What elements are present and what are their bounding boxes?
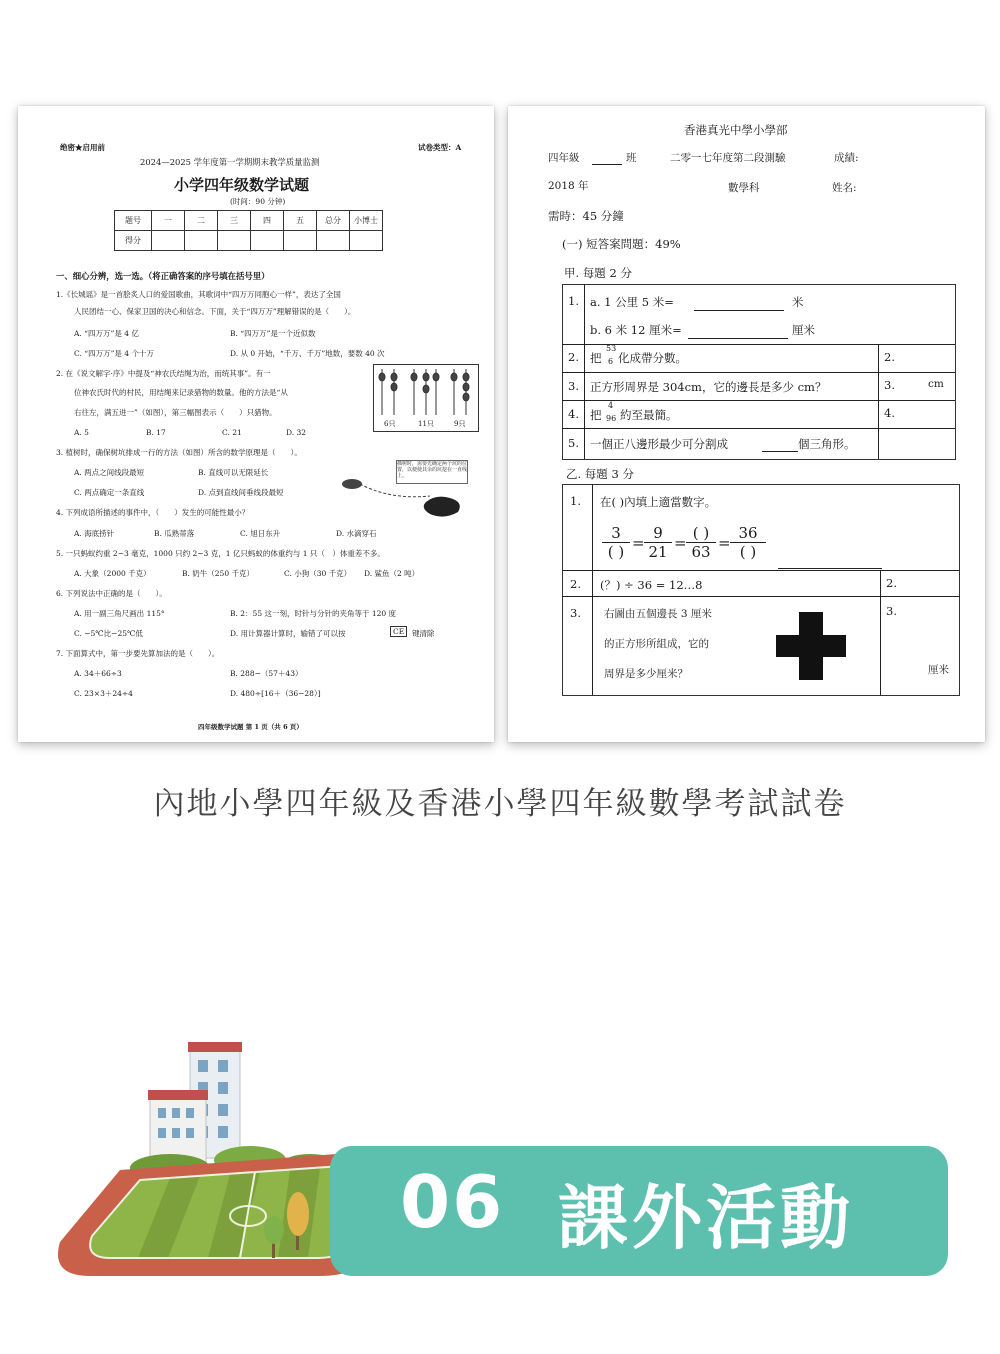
duration-label: 需時：45 分鐘 <box>548 209 624 223</box>
score-header-cell: 一 <box>152 211 185 231</box>
table-divider <box>562 372 955 373</box>
banner-title: 課外活動 <box>558 1177 854 1259</box>
page-footer: 四年级数学试题 第 1 页（共 6 页） <box>198 723 303 731</box>
question-number: 3. <box>570 606 581 620</box>
question-text: 的正方形所組成，它的 <box>604 638 709 650</box>
class-blank <box>592 164 622 165</box>
exam-subtitle: 2024—2025 学年度第一学期期末教学质量监测 <box>140 157 320 167</box>
option-text: D. 480÷[16＋（36−28）] <box>230 689 321 698</box>
question-text: 人民团结一心、保家卫国的决心和信念。下面，关于“四万万”理解错误的是（ ）。 <box>74 307 356 316</box>
table-divider <box>592 484 593 695</box>
banner-number: 06 <box>400 1160 505 1244</box>
score-row-label: 得分 <box>115 231 152 251</box>
fraction <box>730 524 766 561</box>
hongkong-exam-paper <box>508 106 985 742</box>
answer-blank <box>762 451 798 452</box>
fraction-numerator: 53 <box>606 344 617 353</box>
score-header-cell: 三 <box>218 211 251 231</box>
question-suffix: 個三角形。 <box>798 437 856 451</box>
question-text: 在( )內填上適當數字。 <box>600 495 717 509</box>
paper-type-label: 试卷类型：A <box>418 143 462 152</box>
option-text: A. 海底捞针 <box>74 529 115 538</box>
question-number: 1. <box>568 294 579 308</box>
fraction-denominator: ( ) <box>730 542 766 561</box>
section-heading: 甲. 每題 2 分 <box>564 266 632 280</box>
option-text: D. 鲨鱼（2 吨） <box>364 569 420 578</box>
option-text: A. 5 <box>74 428 89 437</box>
question-number: 2. <box>568 350 579 364</box>
answer-number: 3. <box>886 604 897 618</box>
fraction-numerator: 36 <box>738 524 758 542</box>
table-divider <box>562 596 959 597</box>
option-text: D. 水滴穿石 <box>336 529 377 538</box>
table-divider <box>880 570 881 695</box>
option-text: B. 直线可以无限延长 <box>198 468 269 477</box>
section-heading: 乙. 每題 3 分 <box>566 467 634 481</box>
score-cell <box>152 231 185 251</box>
table-divider <box>562 428 955 429</box>
answer-blank <box>694 310 784 311</box>
answer-number: 2. <box>884 350 895 364</box>
option-text: A. 用一副三角尺画出 115° <box>74 609 165 618</box>
grade-label: 四年級 <box>548 152 580 164</box>
question-text: b. 6 米 12 厘米= <box>590 323 682 337</box>
option-text: B. 瓜熟蒂落 <box>154 529 195 538</box>
confidential-label: 绝密★启用前 <box>60 143 105 152</box>
option-text: C. 小狗（30 千克） <box>284 569 352 578</box>
question-text: 2. 在《说文解字·序》中提及“神农氏结绳为治，而统其事”。有一 <box>56 369 271 378</box>
question-text: 3. 植树时，确保树坑排成一行的方法（如图）所含的数学原理是（ ）。 <box>56 448 302 457</box>
caption: 內地小學四年級及香港小學四年級數學考試試卷 <box>153 786 847 822</box>
question-text: 1.《长城谣》是一首脍炙人口的爱国歌曲，其歌词中“四万万同胞心一样”，表达了全国 <box>56 290 341 299</box>
score-header-cell: 题号 <box>115 211 152 231</box>
option-text: C. 两点确定一条直线 <box>74 488 145 497</box>
school-name: 香港真光中學小學部 <box>684 123 788 137</box>
unit-label: cm <box>928 378 944 390</box>
question-text: 5. 一只蚂蚁约重 2~3 毫克，1000 只约 2~3 克，1 亿只蚂蚁的体重约与 1 只（ ）体重差不多。 <box>56 549 385 558</box>
question-number: 3. <box>568 379 579 393</box>
option-text: B. 17 <box>146 428 166 437</box>
question-text: 4. 下列成语所描述的事件中，（ ）发生的可能性最小？ <box>56 508 250 517</box>
question-text: 一個正八邊形最少可分割成 <box>590 437 728 451</box>
question-text: a. 1 公里 5 米= <box>590 295 674 309</box>
option-text: A. “四万万”是 4 亿 <box>74 329 139 338</box>
fraction-denominator: ( ) <box>602 542 630 561</box>
score-header-cell: 二 <box>185 211 218 231</box>
table-divider <box>562 400 955 401</box>
question-number: 4. <box>568 407 579 421</box>
option-text: D. 32 <box>286 428 307 437</box>
exam-time: (时间：90 分钟) <box>230 197 286 206</box>
question-text: 7. 下面算式中，第一步要先算加法的是（ ）。 <box>56 649 220 658</box>
score-table <box>114 210 383 251</box>
answer-blank <box>778 568 882 569</box>
score-header-cell: 小博士 <box>350 211 383 231</box>
option-text: C. 旭日东升 <box>240 529 281 538</box>
question-text: 正方形周界是 304cm，它的邊長是多少 cm？ <box>590 380 827 394</box>
answer-number: 4. <box>884 406 895 420</box>
option-text: D. 从 0 开始，“千万、千万”地数，要数 40 次 <box>230 349 385 358</box>
option-text: B. 288−（57＋43） <box>230 669 303 678</box>
option-text: A. 大象（2000 千克） <box>74 569 151 578</box>
tree-planting-figure-icon <box>340 472 470 522</box>
option-text: A. 34＋66÷3 <box>74 669 122 678</box>
equals-sign: = <box>674 534 687 552</box>
option-text: C. 21 <box>222 428 242 437</box>
fraction-denominator: 21 <box>644 542 672 561</box>
question-text: 位神农氏时代的村民，用结绳来记录猎物的数量。他的方法是“从 <box>74 388 288 397</box>
fraction-numerator: 3 <box>611 524 621 542</box>
score-cell <box>185 231 218 251</box>
table-divider <box>562 344 955 345</box>
fraction <box>644 524 672 561</box>
option-text: C. 23×3＋24÷4 <box>74 689 133 698</box>
subject-label: 數學科 <box>728 182 760 194</box>
question-prefix: 把 <box>590 351 602 365</box>
score-header-cell: 四 <box>251 211 284 231</box>
unit-label: 厘米 <box>928 664 949 676</box>
fraction <box>686 524 716 561</box>
exam-title: 小学四年级数学试题 <box>174 176 310 194</box>
knot-label: 9只 <box>454 420 466 428</box>
score-header-cell: 总分 <box>317 211 350 231</box>
fraction-numerator: 4 <box>608 401 614 410</box>
knot-label: 6只 <box>384 420 396 428</box>
score-label: 成績: <box>834 152 859 164</box>
option-text: B. 奶牛（250 千克） <box>182 569 254 578</box>
score-cell <box>350 231 383 251</box>
fraction-denominator: 96 <box>606 414 617 423</box>
table-divider <box>878 344 879 459</box>
question-text: 右往左，满五进一”（如图），第三幅图表示（ ）只猎物。 <box>74 408 277 417</box>
fraction <box>602 524 630 561</box>
fraction-numerator: ( ) <box>692 524 710 542</box>
question-number: 1. <box>570 494 581 508</box>
question-prefix: 把 <box>590 408 602 422</box>
cross-shape-figure-icon <box>774 610 848 682</box>
fraction-denominator: 6 <box>608 357 614 366</box>
table-divider <box>562 570 959 571</box>
ce-key: CE <box>390 626 407 637</box>
option-text: C. “四万万”是 4 个十万 <box>74 349 154 358</box>
fraction-denominator: 63 <box>686 542 716 561</box>
part-heading: (一) 短答案問題：49% <box>562 237 681 251</box>
knot-figure <box>373 364 479 432</box>
question-number: 5. <box>568 436 579 450</box>
question-number: 2. <box>570 577 581 591</box>
option-text: B. “四万万”是一个近似数 <box>230 329 316 338</box>
score-cell <box>317 231 350 251</box>
question-text: 周界是多少厘米？ <box>604 668 688 680</box>
year-label: 2018 年 <box>548 180 589 192</box>
mainland-exam-paper <box>18 106 494 742</box>
option-text: A. 两点之间线段最短 <box>74 468 145 477</box>
score-cell <box>284 231 317 251</box>
question-text: 6. 下列说法中正确的是（ ）。 <box>56 589 167 598</box>
score-cell <box>251 231 284 251</box>
question-text: 右圖由五個邊長 3 厘米 <box>604 608 712 620</box>
option-text: D. 点到直线间垂线段最短 <box>198 488 284 497</box>
test-name: 二零一七年度第二段測驗 <box>670 152 786 164</box>
option-text: C. −5℃比−25℃低 <box>74 629 143 638</box>
score-header-cell: 五 <box>284 211 317 231</box>
option-text: 键清除 <box>412 629 435 638</box>
class-label: 班 <box>626 152 637 164</box>
question-text: (？) ÷ 36 = 12…8 <box>600 578 703 592</box>
unit-label: 米 <box>792 295 804 309</box>
section-heading: 一、细心分辨，选一选。（将正确答案的序号填在括号里） <box>56 271 270 281</box>
option-text: B. 2：55 这一刻，时针与分针的夹角等于 120 度 <box>230 609 397 618</box>
tree-note-text: 插树时，需要先确定两个坑的位置，以便使其余的坑挖在一直线上。 <box>397 461 468 479</box>
equals-sign: = <box>718 534 731 552</box>
question-text: 化成帶分數。 <box>618 351 687 365</box>
question-text: 約至最簡。 <box>620 408 678 422</box>
answer-number: 2. <box>886 576 897 590</box>
answer-blank <box>688 338 788 339</box>
knot-label: 11只 <box>418 420 434 428</box>
option-text: D. 用计算器计算时，输错了可以按 <box>230 629 346 638</box>
unit-label: 厘米 <box>792 323 815 337</box>
answer-number: 3. <box>884 378 895 392</box>
name-label: 姓名: <box>832 182 857 194</box>
equals-sign: = <box>632 534 645 552</box>
score-cell <box>218 231 251 251</box>
fraction-numerator: 9 <box>653 524 663 542</box>
